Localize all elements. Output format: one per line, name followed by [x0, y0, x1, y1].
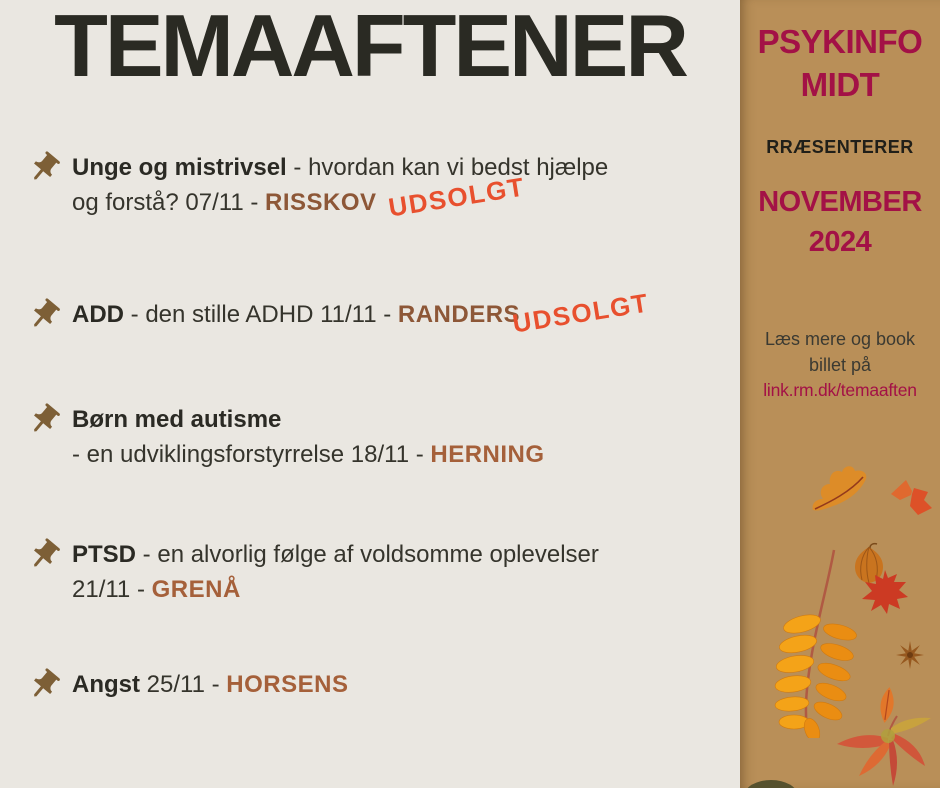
sidebar: [740, 0, 940, 788]
event-desc: - hvordan kan vi bedst hjælpe: [286, 154, 609, 181]
event-title: Angst: [72, 671, 140, 698]
physalis-fruit-image: [850, 542, 888, 584]
month-label: [740, 182, 940, 262]
event-desc: - en alvorlig følge af voldsomme oplevelser: [136, 541, 599, 568]
brand-name: [740, 20, 940, 106]
brand-line2: MIDT: [800, 66, 880, 103]
event-row: [26, 402, 712, 472]
cta-line2: billet på: [808, 355, 872, 375]
event-row: [26, 150, 712, 220]
event-text: [72, 402, 712, 472]
event-row: [26, 667, 712, 703]
page-title: TEMAAFTENER: [54, 0, 686, 95]
event-title: Børn med autisme: [72, 406, 282, 433]
month-line: NOVEMBER: [758, 186, 922, 218]
event-desc: - en udviklingsforstyrrelse 18/11 -: [72, 441, 431, 468]
maple-leaf-image: [858, 570, 910, 614]
soldout-badge: UDSOLGT: [510, 287, 652, 339]
event-title: Unge og mistrivsel: [72, 154, 287, 181]
soldout-badge: UDSOLGT: [386, 171, 528, 223]
event-title: PTSD: [72, 541, 137, 568]
event-desc: og forstå? 07/11 -: [72, 189, 266, 216]
brand-line1: PSYKINFO: [757, 23, 923, 60]
event-city: HORSENS: [226, 671, 349, 698]
event-city: RANDERS: [397, 301, 521, 328]
pushpin-icon: [19, 660, 70, 711]
presents-label: RRÆSENTERER: [766, 137, 914, 157]
event-desc: - den stille ADHD 11/11 -: [124, 301, 398, 328]
event-row: [26, 537, 712, 607]
event-title: ADD: [72, 301, 124, 328]
pushpin-icon: [19, 143, 70, 194]
event-text: [72, 667, 712, 702]
pushpin-icon: [19, 395, 70, 446]
event-city: GRENÅ: [151, 576, 241, 603]
event-city: HERNING: [430, 441, 545, 468]
rowan-leaf-image: [768, 548, 863, 738]
leaf-tip-image: [744, 780, 798, 788]
cta-text: [740, 326, 940, 378]
pushpin-icon: [19, 290, 70, 341]
pushpin-icon: [19, 530, 70, 581]
cta-line1: Læs mere og book: [764, 329, 916, 349]
torn-maple-leaf-image: [890, 478, 934, 516]
booking-link[interactable]: link.rm.dk/temaaften: [763, 380, 917, 400]
star-anise-image: [895, 640, 925, 670]
event-text: [72, 537, 712, 607]
year-line: 2024: [808, 226, 872, 258]
virginia-creeper-leaf-image: [833, 714, 940, 788]
oak-leaf-image: [810, 464, 872, 516]
event-city: RISSKOV: [265, 189, 377, 216]
event-desc: 25/11 -: [140, 671, 227, 698]
small-leaf-image: [871, 684, 902, 725]
event-desc: 21/11 -: [72, 576, 152, 603]
